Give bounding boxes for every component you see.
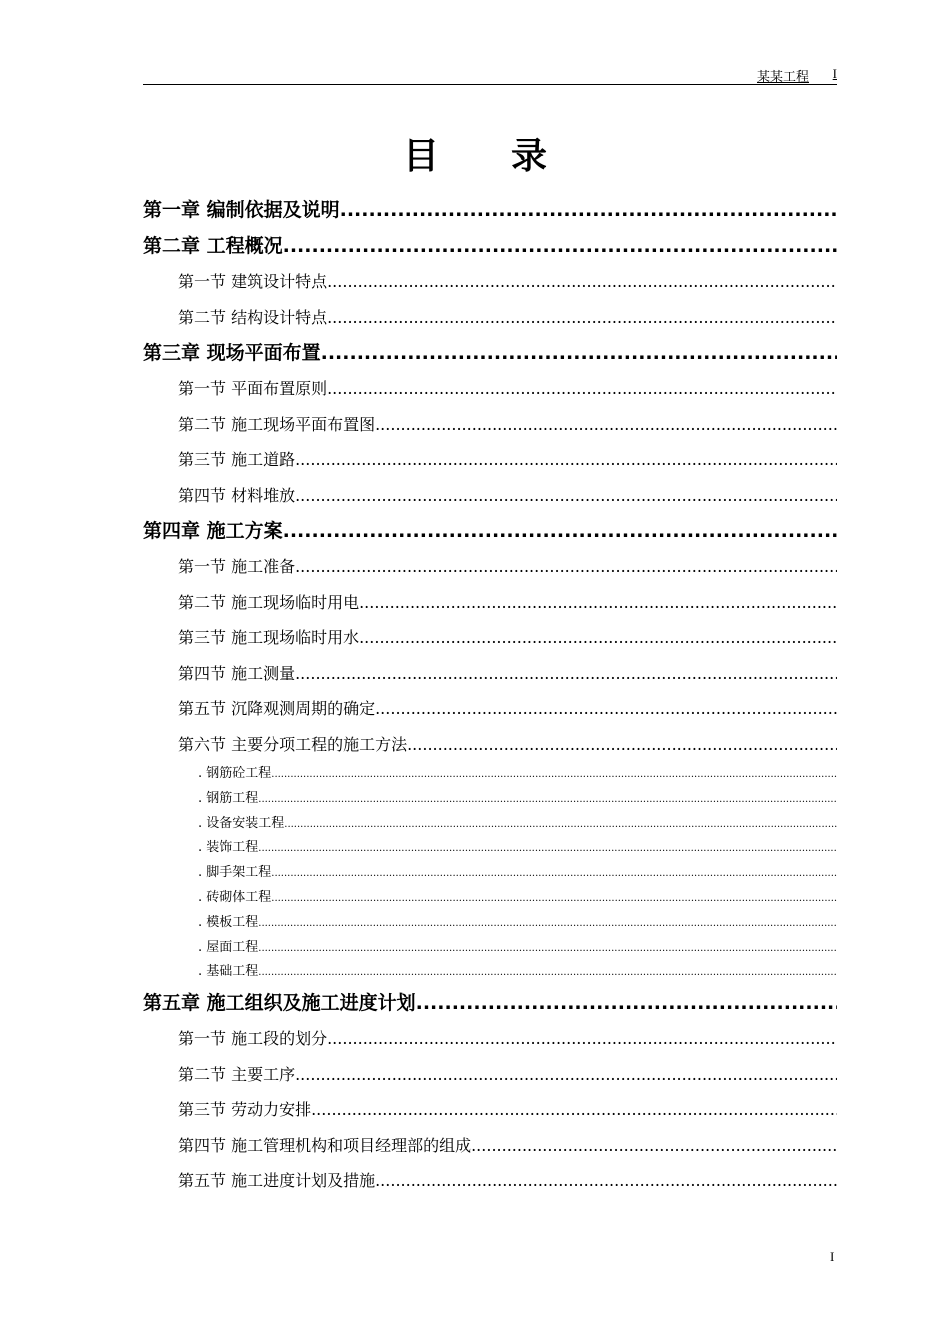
toc-entry-label: 第五章 施工组织及施工进度计划 [143,992,416,1015]
toc-entry-sub[interactable] [143,812,837,837]
title-part-2: 录 [511,136,548,177]
toc-entry-section[interactable] [143,656,837,692]
title-part-1: 目 [402,136,439,177]
toc-entry-section[interactable] [143,549,837,585]
toc-leader-dots [327,371,837,407]
toc-entry-label: 第三节 劳动力安排 [178,1100,312,1120]
toc-entry-label: 第三节 施工道路 [178,450,296,469]
toc-entry-label: . 钢筋工程 [198,790,259,806]
toc-entry-section[interactable] [143,371,837,407]
toc-leader-dots [327,264,837,300]
toc-entry-label: . 脚手架工程 [198,865,272,881]
toc-entry-chapter[interactable] [143,513,837,549]
toc-entry-chapter[interactable] [143,192,837,228]
toc-entry-label: . 基础工程 [198,964,259,980]
toc-entry-label: 第五节 施工进度计划及措施 [178,1171,376,1191]
toc-leader-dots [271,762,837,787]
toc-entry-label: 第三节 施工现场临时用水 [178,628,360,647]
toc-entry-section[interactable] [143,1163,837,1199]
toc-entry-label: 第六节 主要分项工程的施工方法 [178,734,408,754]
toc-entry-label: 第一节 建筑设计特点 [178,272,328,291]
toc-leader-dots [375,407,837,443]
header-page-number: I [832,66,837,81]
toc-entry-label: . 屋面工程 [198,939,259,955]
toc-entry-label: 第二节 施工现场临时用电 [178,592,360,612]
toc-entry-label: 第一章 编制依据及说明 [143,199,340,221]
toc-entry-label: 第二节 结构设计特点 [178,307,328,327]
toc-leader-dots [327,300,837,336]
toc-entry-sub[interactable] [143,762,837,787]
toc-entry-label: 第二章 工程概况 [143,235,283,257]
footer-page-number: I [830,1249,835,1264]
toc-entry-label: . 装饰工程 [198,840,259,856]
toc-entry-sub[interactable] [143,861,837,886]
toc-leader-dots [295,478,837,514]
toc-entry-section[interactable] [143,1092,837,1128]
toc-leader-dots [258,787,837,812]
toc-leader-dots [359,585,837,621]
document-title [0,128,950,179]
toc-entry-sub[interactable] [143,911,837,936]
toc-leader-dots [295,549,837,585]
toc-entry-sub[interactable] [143,960,837,985]
toc-entry-section[interactable] [143,727,837,763]
toc-leader-dots [375,691,837,727]
toc-leader-dots [258,911,837,936]
toc-entry-sub[interactable] [143,836,837,861]
toc-entry-section[interactable] [143,1021,837,1057]
toc-entry-label: . 设备安装工程 [198,815,285,831]
toc-leader-dots [284,812,837,837]
toc-entry-chapter[interactable] [143,335,837,371]
toc-entry-section[interactable] [143,620,837,656]
toc-leader-dots [359,620,837,656]
toc-entry-label: . 钢筋砼工程 [198,766,272,781]
toc-entry-label: 第四节 材料堆放 [178,485,296,505]
toc-leader-dots [258,936,837,961]
page-header [143,64,837,85]
toc-entry-section[interactable] [143,1128,837,1164]
toc-leader-dots [327,1021,837,1057]
toc-leader-dots [271,886,837,911]
toc-entry-label: 第四节 施工测量 [178,663,296,683]
toc-entry-label: 第一节 施工准备 [178,557,296,576]
toc-entry-chapter[interactable] [143,228,837,264]
toc-leader-dots [295,656,837,692]
toc-entry-label: 第二节 主要工序 [178,1064,296,1084]
toc-leader-dots [258,960,837,985]
toc-leader-dots [295,1057,837,1093]
toc-entry-label: . 砖砌体工程 [198,889,272,905]
toc-entry-section[interactable] [143,300,837,336]
toc-entry-section[interactable] [143,407,837,443]
toc-entry-section[interactable] [143,478,837,514]
toc-leader-dots [271,861,837,886]
toc-leader-dots [283,513,837,549]
toc-leader-dots [375,1163,837,1199]
toc-entry-label: 第二节 施工现场平面布置图 [178,414,376,434]
toc-entry-label: 第五节 沉降观测周期的确定 [178,699,376,718]
table-of-contents [143,192,837,1199]
toc-leader-dots [258,836,837,861]
toc-leader-dots [407,727,837,763]
toc-leader-dots [283,228,837,264]
toc-entry-section[interactable] [143,1057,837,1093]
toc-entry-sub[interactable] [143,886,837,911]
toc-entry-label: . 模板工程 [198,914,259,930]
toc-entry-section[interactable] [143,442,837,478]
toc-leader-dots [295,442,837,478]
toc-entry-label: 第一节 施工段的划分 [178,1029,328,1049]
toc-entry-section[interactable] [143,691,837,727]
toc-entry-label: 第三章 现场平面布置 [143,342,321,364]
toc-entry-label: 第四节 施工管理机构和项目经理部的组成 [178,1135,472,1155]
toc-entry-label: 第一节 平面布置原则 [178,379,328,398]
toc-entry-chapter[interactable] [143,985,837,1021]
toc-entry-sub[interactable] [143,936,837,961]
toc-entry-sub[interactable] [143,787,837,812]
toc-entry-section[interactable] [143,585,837,621]
toc-leader-dots [471,1128,837,1164]
toc-leader-dots [340,192,837,228]
toc-leader-dots [311,1092,837,1128]
toc-entry-label: 第四章 施工方案 [143,520,283,542]
header-title: 某某工程 [756,70,809,85]
toc-leader-dots [416,985,837,1021]
toc-leader-dots [321,335,837,371]
toc-entry-section[interactable] [143,264,837,300]
